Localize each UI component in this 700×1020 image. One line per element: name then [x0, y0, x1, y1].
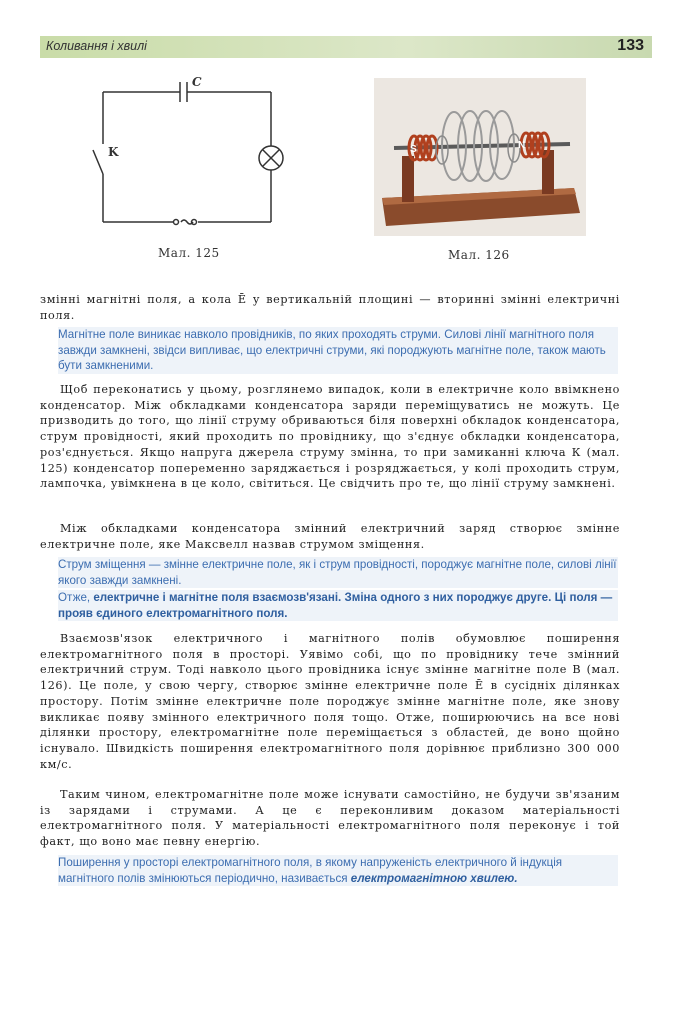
- highlight-em-wave-definition: [58, 855, 618, 886]
- pole-label-s: S: [410, 144, 417, 155]
- coil-apparatus-illustration: [374, 78, 586, 236]
- figure-caption-125: Мал. 125: [158, 246, 220, 260]
- switch-label: K: [108, 145, 119, 159]
- highlight-bold-text: електричне і магнітне поля взаємозв'язані. Зміна одного з них породжує друге. Ці поля — прояв єдиного електромагнітного поля.: [58, 591, 613, 620]
- coil-apparatus-photo: [374, 78, 586, 236]
- highlight-prefix: Отже,: [58, 591, 94, 604]
- circuit-diagram: [88, 74, 288, 239]
- definition-term: електромагнітною хвилею.: [350, 871, 518, 885]
- definition-text: Поширення у просторі електромагнітного поля, в якому напруженість електричного й індукція магнітного полів змінюються періодично, називається: [58, 856, 563, 885]
- highlight-magnetic-field: Магнітне поле виникає навколо провідників, по яких проходять струми. Силові лінії магнітного поля завжди замкнені, звідси випливає, що електричні струми, які породжують магнітне поле, також мають бути замкненими.: [58, 327, 618, 374]
- running-header: [40, 36, 652, 58]
- paragraph-3: Між обкладками конденсатора змінний електричний заряд створює змінне електричне поле, яке Максвелл назвав струмом зміщення.: [40, 522, 620, 551]
- paragraph-2: Щоб переконатись у цьому, розглянемо випадок, коли в електричне коло ввімкнено конденсатор. Між обкладками конденсатора заряди переміщуватись не можуть. Це призводить до того, що лінії струму обриваються біля поверхні обкладок конденсатора, струм провідності, який проходить по провіднику, що з'єднує обкладки конденсатора, роз'єднується. Якщо напруга джерела струму змінна, то при замиканні ключа К (мал. 125) конденсатор попеременно заряджається і розряджається, у колі проходить струм, лампочка, увімкнена в це коло, світиться. Це свідчить про те, що лінії струму замкнені.: [40, 383, 620, 491]
- capacitor-label: C: [192, 75, 202, 89]
- page-number: 133: [617, 37, 644, 54]
- paragraph-4: Взаємозв'язок електричного і магнітного полів обумовлює поширення електромагнітного поля в просторі. Уявімо собі, що по провіднику тече змінний електричний струм. Тоді навколо цього провідника існує змінне магнітне поле B (мал. 126). Це поле, у свою чергу, створює змінне електричне поле Ē в сусідніх ділянках простору. Потім змінне електричне поле породжує змінне магнітне поле, яке знову викликає появу змінного електричного поля тощо. Отже, поширюючись на все нові ділянки простору, електромагнітне поле переміщається з областей, де воно щойно існувало. Швидкість поширення електромагнітного поля дорівнює приблизно 300 000 км/с.: [40, 632, 620, 771]
- figure-caption-126: Мал. 126: [448, 248, 510, 262]
- paragraph-1: змінні магнітні поля, а кола Ē у вертикальній площині — вторинні змінні електричні поля.: [40, 293, 620, 322]
- paragraph-5: Таким чином, електромагнітне поле може існувати самостійно, не будучи зв'язаним із зарядами і струмами. А це є переконливим доказом матеріальності електромагнітного поля. У матеріальності електромагнітного поля переконує і той факт, що воно має певну енергію.: [40, 788, 620, 849]
- highlight-displacement-current: Струм зміщення — змінне електричне поле, як і струм провідності, породжує магнітне поле, силові лінії якого завжди замкнені.: [58, 558, 617, 587]
- section-title: Коливання і хвилі: [46, 39, 147, 53]
- pole-label-n: N: [518, 140, 526, 151]
- highlight-field-interrelation: [58, 590, 618, 621]
